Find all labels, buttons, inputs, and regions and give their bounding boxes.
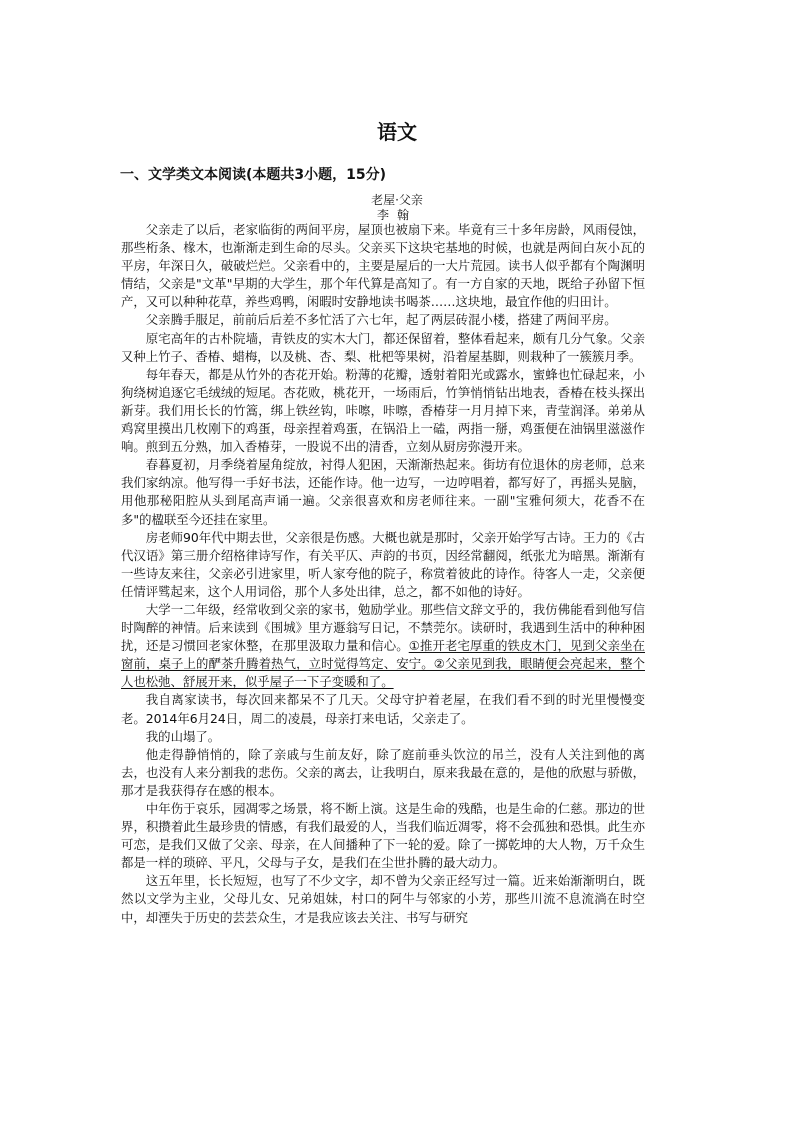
paragraph: 我的山塌了。 bbox=[145, 728, 221, 744]
paragraph: 原宅高年的古朴院墙，青铁皮的实木大门，都还保留着，整体看起来，颇有几分气象。父亲又种上竹子、香椿、蜡梅，以及桃、杏、梨、枇杷等果树，沿着屋基脚，则栽种了一簇簇月季。 bbox=[121, 330, 645, 364]
story-title: 老屋·父亲 bbox=[371, 193, 423, 207]
paragraph: 这五年里，长长短短，也写了不少文字，却不曾为父亲正经写过一篇。近来始渐渐明白，既然以文学为主业，父母儿女、兄弟姐妹，村口的阿牛与邻家的小芳，那些川流不息流淌在时空中，却湮失于历史的芸芸众生，才是我应该去关注、书写与研究 bbox=[121, 873, 645, 925]
paragraph: 父亲走了以后，老家临街的两间平房，屋顶也被扇下来。毕竟有三十多年房龄，风雨侵蚀，那些桁条、椽木，也渐渐走到生命的尽头。父亲买下这块宅基地的时候，也就是两间白灰小瓦的平房，年深日久，破破烂烂。父亲看中的，主要是屋后的一大片荒园。读书人似乎都有个陶渊明情结，父亲是"文革"早期的大学生，那个年代算是高知了。有一方自家的天地，既给子孙留下恒产，又可以种种花草，养些鸡鸭，闲暇时安静地读书喝茶……这块地，最宜作他的归田计。 bbox=[121, 222, 645, 310]
story-body bbox=[121, 221, 645, 927]
paragraph: 中年伤于哀乐，园凋零之场景，将不断上演。这是生命的残酷，也是生命的仁慈。那边的世界，积攒着此生最珍贵的情感，有我们最爱的人，当我们临近凋零，将不会孤独和恐惧。此生亦可恋，是我们又做了父亲、母亲，在人间播种了下一轮的爱。除了一掷乾坤的大人物，万千众生都是一样的琐碎、平凡，父母与子女，是我们在尘世扑腾的最大动力。 bbox=[121, 801, 645, 871]
paragraph: 父亲腾手服足，前前后后差不多忙活了六七年，起了两层砖混小楼，搭建了两间平房。 bbox=[145, 312, 617, 328]
paragraph-with-underline bbox=[121, 601, 645, 691]
underlined-passage: ①推开老宅厚重的铁皮木门，见到父亲坐在窗前，桌子上的酽茶升腾着热气，立时觉得笃定、安宁。②父亲见到我，眼睛便会亮起来，整个人也松弛、舒展开来，似乎屋子一下子变暖和了。 bbox=[121, 638, 645, 690]
paragraph: 春暮夏初，月季绕着屋角绽放，衬得人犯困，天渐渐热起来。街坊有位退休的房老师，总来我们家纳凉。他写得一手好书法，还能作诗。他一边写，一边哼唱着，都写好了，再摇头晃脑，用他那秘阳腔从头到尾高声诵一遍。父亲很喜欢和房老师往来。一副"宝雅何须大，花香不在多"的楹联至今还挂在家里。 bbox=[121, 457, 645, 527]
paragraph: 我自离家读书，每次回来都呆不了几天。父母守护着老屋，在我们看不到的时光里慢慢变老。2014年6月24日，周二的凌晨，母亲打来电话，父亲走了。 bbox=[121, 692, 645, 726]
section-heading: 一、文学类文本阅读(本题共3小题，15分) bbox=[120, 167, 387, 183]
paragraph-text: 大学一二年级，经常收到父亲的家书，勉励学业。那些信文辞文乎的，我仿佛能看到他写信时陶醉的神情。后来读到《围城》里方遯翁写日记，不禁莞尔。读研时，我遇到生活中的种种困扰，还是习惯回老家休整，在那里汲取力量和信心。 bbox=[121, 601, 645, 654]
paragraph: 每年春天，都是从竹外的杏花开始。粉薄的花瓣，透射着阳光或露水，蜜蜂也忙碌起来，小狗绕树追逐它毛绒绒的短尾。杏花败，桃花开，一场雨后，竹笋悄悄钻出地表，香椿在枝头探出新芽。我们用长长的竹篙，绑上铁丝钩，咔嚓，咔嚓，香椿芽一月月掉下来，青莹润泽。弟弟从鸡窝里摸出几枚刚下的鸡蛋，母亲捏着鸡蛋，在锅沿上一磕，两指一掰，鸡蛋便在油锅里滋滋作响。煎到五分熟，加入香椿芽，一股说不出的清香，立刻从厨房弥漫开来。 bbox=[121, 366, 645, 455]
paragraph: 房老师90年代中期去世，父亲很是伤感。大概也就是那时，父亲开始学写古诗。王力的《古代汉语》第三册介绍格律诗写作，有关平仄、声韵的书页，因经常翻阅，纸张尤为暗黑。渐渐有一些诗友来往，父亲必引进家里，听人家夸他的院子，称赏着彼此的诗作。待客人一走，父亲便任情评骘起来，这个人用词俗，那个人多处出律，总之，都不如他的诗好。 bbox=[121, 529, 645, 599]
page-title: 语文 bbox=[377, 120, 417, 144]
story-author: 李翰 bbox=[376, 208, 417, 222]
paragraph: 他走得静悄悄的，除了亲戚与生前友好，除了庭前垂头饮泣的吊兰，没有人关注到他的离去，也没有人来分割我的悲伤。父亲的离去，让我明白，原来我最在意的，是他的欣慰与骄傲，那才是我获得存在感的根本。 bbox=[121, 746, 645, 798]
